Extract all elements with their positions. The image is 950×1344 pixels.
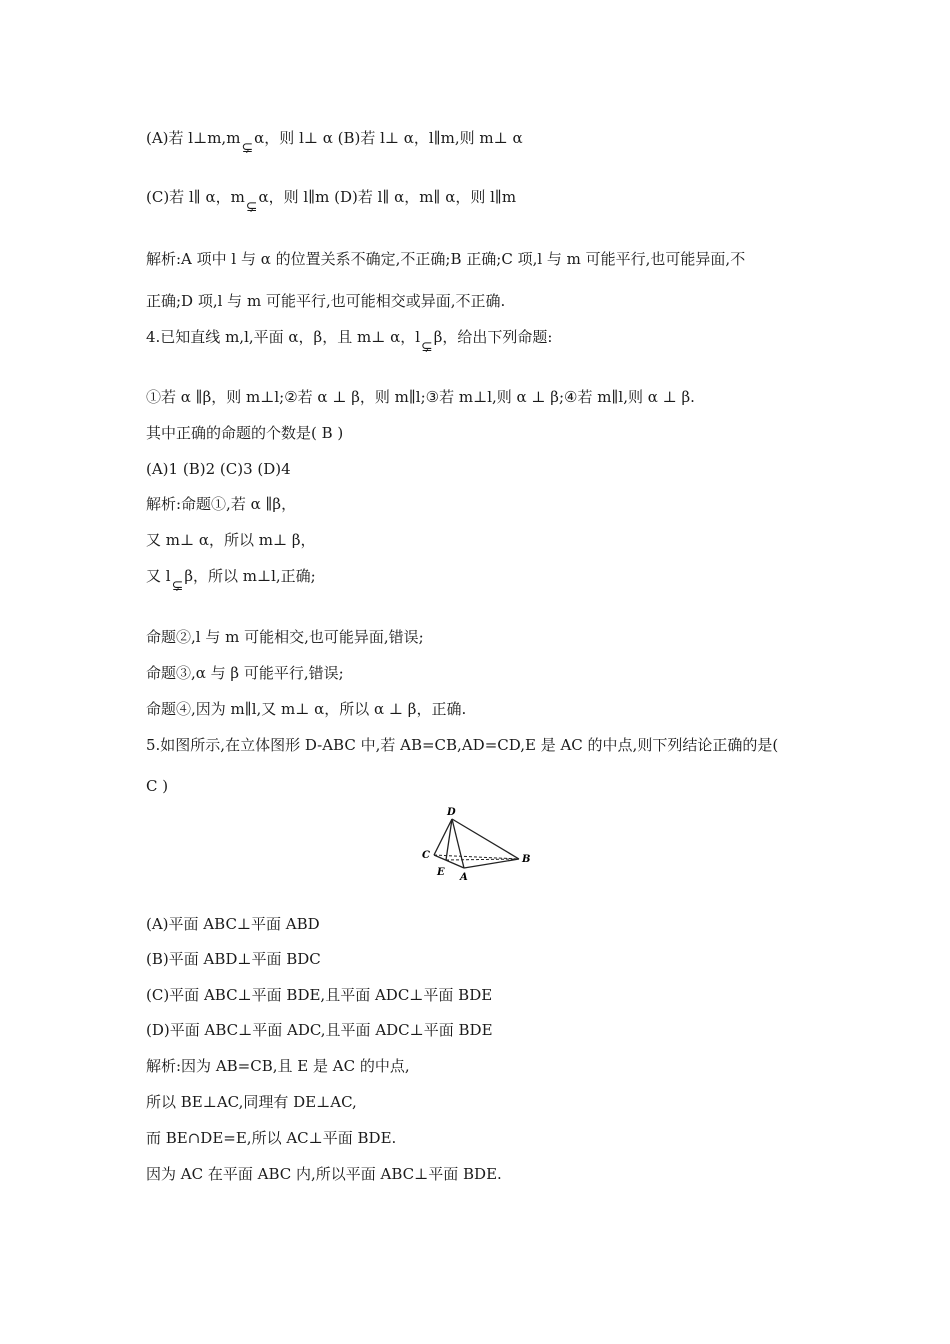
- analysis-5-line-3: 而 BE∩DE=E,所以 AC⊥平面 BDE.: [146, 1129, 397, 1147]
- line-option-cd: [146, 187, 517, 215]
- question-4-stem: [146, 327, 553, 355]
- analysis-4-line-1: 解析:命题①,若 α ∥β，: [146, 495, 297, 513]
- text: β，给出下列命题:: [433, 328, 553, 346]
- text: 又 l: [146, 567, 171, 585]
- label-d: D: [447, 807, 456, 818]
- text: 4.已知直线 m,l,平面 α，β，且 m⊥ α，l: [146, 328, 421, 346]
- subset-symbol: ⊊: [171, 578, 184, 594]
- analysis-5-line-4: 因为 AC 在平面 ABC 内,所以平面 ABC⊥平面 BDE.: [146, 1165, 502, 1183]
- tetrahedron-figure: [412, 805, 538, 883]
- analysis-4-line-5: 命题③,α 与 β 可能平行,错误;: [146, 664, 344, 682]
- option-b: (B)平面 ABD⊥平面 BDC: [146, 950, 321, 968]
- question-5-stem: 5.如图所示,在立体图形 D-ABC 中,若 AB=CB,AD=CD,E 是 AC 的中点,则下列结论正确的是(: [146, 736, 779, 754]
- analysis-line-2: 正确;D 项,l 与 m 可能平行,也可能相交或异面,不正确.: [146, 292, 506, 310]
- analysis-5-line-2: 所以 BE⊥AC,同理有 DE⊥AC,: [146, 1093, 357, 1111]
- question-5-answer: C ): [146, 777, 169, 795]
- option-a: (A)平面 ABC⊥平面 ABD: [146, 915, 320, 933]
- edge-da: [452, 819, 464, 868]
- edge-eb-hidden: [446, 859, 519, 860]
- analysis-4-line-2: 又 m⊥ α，所以 m⊥ β，: [146, 531, 316, 549]
- text: β，所以 m⊥l,正确;: [184, 567, 316, 585]
- question-4-options: (A)1 (B)2 (C)3 (D)4: [146, 460, 291, 478]
- text: α，则 l⊥ α (B)若 l⊥ α，l∥m,则 m⊥ α: [254, 129, 523, 147]
- edge-ab: [464, 859, 519, 868]
- text: α，则 l∥m (D)若 l∥ α，m∥ α，则 l∥m: [258, 188, 517, 206]
- label-c: C: [422, 850, 430, 861]
- text: (A)若 l⊥m,m: [146, 129, 241, 147]
- subset-symbol: ⊊: [245, 199, 258, 215]
- analysis-4-line-4: 命题②,l 与 m 可能相交,也可能异面,错误;: [146, 628, 424, 646]
- analysis-4-line-6: 命题④,因为 m∥l,又 m⊥ α，所以 α ⊥ β，正确.: [146, 700, 467, 718]
- edge-db: [452, 819, 519, 859]
- question-4-propositions: ①若 α ∥β，则 m⊥l;②若 α ⊥ β，则 m∥l;③若 m⊥l,则 α ⊥ β;④若 m∥l,则 α ⊥ β.: [146, 388, 695, 406]
- analysis-5-line-1: 解析:因为 AB=CB,且 E 是 AC 的中点,: [146, 1057, 410, 1075]
- option-d: (D)平面 ABC⊥平面 ADC,且平面 ADC⊥平面 BDE: [146, 1021, 493, 1039]
- text: (C)若 l∥ α，m: [146, 188, 245, 206]
- label-a: A: [460, 872, 468, 883]
- analysis-4-line-3: [146, 566, 316, 594]
- line-option-ab: [146, 128, 523, 156]
- analysis-line-1: 解析:A 项中 l 与 α 的位置关系不确定,不正确;B 正确;C 项,l 与 m 可能平行,也可能异面,不: [146, 250, 746, 268]
- label-b: B: [522, 854, 531, 865]
- option-c: (C)平面 ABC⊥平面 BDE,且平面 ADC⊥平面 BDE: [146, 986, 493, 1004]
- label-e: E: [437, 867, 445, 878]
- question-4-prompt: 其中正确的命题的个数是( B ): [146, 424, 344, 442]
- subset-symbol: ⊊: [421, 339, 433, 355]
- subset-symbol: ⊊: [241, 140, 254, 156]
